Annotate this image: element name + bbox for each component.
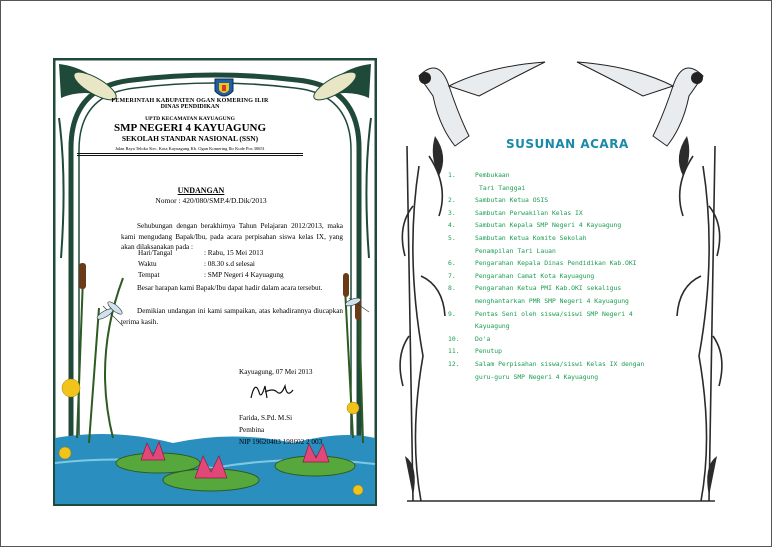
list-item-sub: Penampilan Tari Lauan: [475, 246, 556, 255]
letterhead-department: DINAS PENDIDIKAN: [160, 104, 220, 110]
signer-role: Pembina: [239, 426, 265, 434]
list-item-sub: guru-guru SMP Negeri 4 Kayuagung: [475, 372, 599, 381]
letter-number: Nomor : 420/080/SMP.4/D.Dik/2013: [155, 196, 267, 205]
letterhead-government: PEMERINTAH KABUPATEN OGAN KOMERING ILIR: [111, 98, 269, 104]
detail-value: : SMP Negeri 4 Kayuagung: [204, 271, 284, 279]
list-item: 8. Pengarahan Ketua PMI Kab.OKI sekaligus: [448, 284, 622, 293]
letterhead-unit: UPTD KECAMATAN KAYUAGUNG: [145, 116, 235, 122]
place-date: Kayuagung, 07 Mei 2013: [239, 368, 313, 376]
body-paragraph-3: Demikian undangan ini kami sampaikan, atas kehadirannya diucapkan terima kasih.: [121, 307, 343, 326]
list-item: 10. Do'a: [448, 334, 491, 343]
detail-row: [138, 271, 284, 279]
list-item: 3. Sambutan Perwakilan Kelas IX: [448, 208, 583, 217]
list-item: 11. Penutup: [448, 347, 502, 356]
detail-label: Waktu: [138, 260, 157, 268]
list-item: 12. Salam Perpisahan siswa/siswi Kelas IX dengan: [448, 359, 645, 368]
list-item: 7. Pengarahan Camat Kota Kayuagung: [448, 271, 595, 280]
program-title: SUSUNAN ACARA: [506, 137, 629, 151]
letterhead-school-name: SMP NEGERI 4 KAYUAGUNG: [113, 122, 267, 134]
list-item-sub: Kayuagung: [475, 322, 510, 331]
detail-value: : 08.30 s.d selesai: [204, 260, 255, 268]
detail-label: Tempat: [138, 271, 160, 279]
program-list: [448, 169, 644, 383]
signer-name: Farida, S.Pd. M.Si: [239, 414, 293, 422]
detail-label: Hari/Tangal: [138, 249, 173, 257]
detail-row: [138, 260, 255, 268]
list-item: 1. Pembukaan: [448, 171, 510, 179]
signer-nip: NIP 19620403 198602 2 003: [239, 438, 323, 446]
signature: [247, 378, 295, 404]
list-item: 9. Pentas Seni oleh siswa/siswi SMP Negeri 4: [448, 309, 633, 318]
list-item: 4. Sambutan Kepala SMP Negeri 4 Kayuagung: [448, 221, 622, 230]
list-item-sub: Tari Tanggai: [479, 183, 526, 192]
list-item-sub: menghantarkan PMR SMP Negeri 4 Kayuagung: [475, 296, 629, 305]
list-item: 2. Sambutan Ketua OSIS: [448, 196, 549, 205]
body-paragraph-2: Besar harapan kami Bapak/Ibu dapat hadir dalam acara tersebut.: [137, 284, 323, 292]
letterhead-address: Jalan Raya Teloko Kec. Kota Kayuagung Kb. Ogan Komering Ilir Kode Pos 30651: [115, 146, 265, 151]
body-paragraph-1: Sehubungan dengan berakhirnya Tahun Pelajaran 2012/2013, maka kami mengudang Bapak/Ibu, pada acara perpisahan siswa kelas IX, yang akan dilaksanakan pada :: [121, 222, 343, 251]
list-item: 5. Sambutan Ketua Komite Sekolah: [448, 233, 587, 242]
detail-row: [138, 249, 263, 257]
letterhead: [71, 98, 309, 156]
detail-value: : Rabu, 15 Mei 2013: [204, 249, 264, 257]
invitation-heading: UNDANGAN: [177, 186, 225, 195]
letterhead-divider: [77, 153, 303, 156]
list-item: 6. Pengarahan Kepala Dinas Pendidikan Kab.OKI: [448, 259, 637, 268]
letterhead-status: SEKOLAH STANDAR NASIONAL (SSN): [121, 134, 259, 143]
